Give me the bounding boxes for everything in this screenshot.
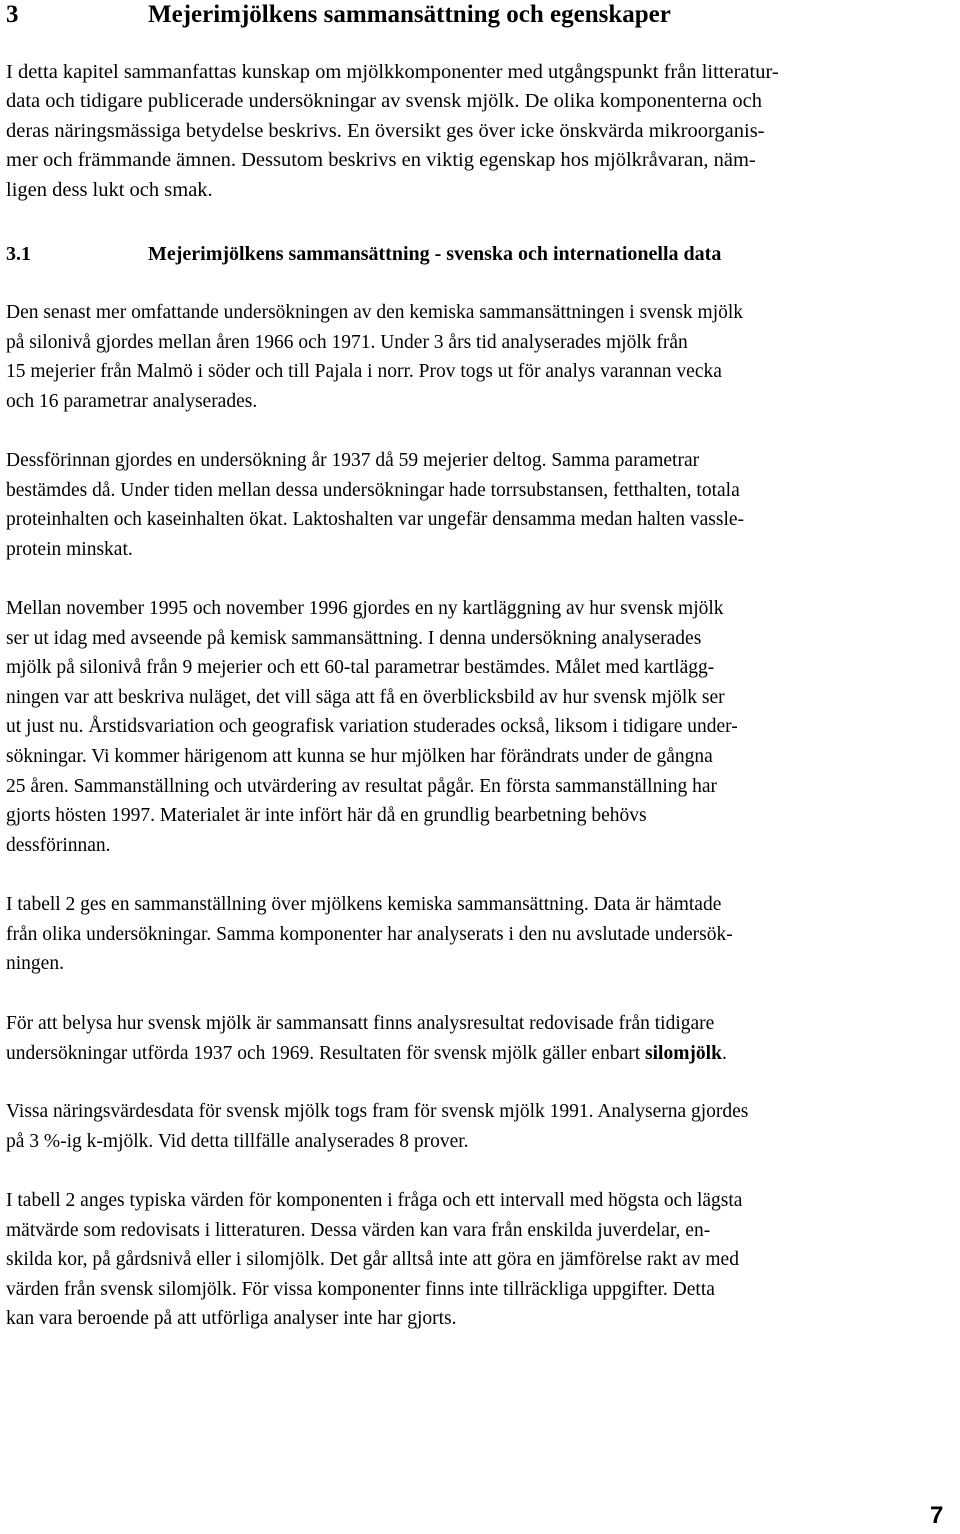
text-line: deras näringsmässiga betydelse beskrivs. En översikt ges över icke önskvärda mikroorganis- [6, 119, 765, 142]
paragraph-table-2-summary [6, 890, 960, 979]
paragraph-earlier-results [6, 1009, 960, 1068]
paragraph-1995-1996-survey [6, 594, 960, 860]
text-line: För att belysa hur svensk mjölk är sammansatt finns analysresultat redovisade från tidigare [6, 1013, 715, 1034]
text-line: Mellan november 1995 och november 1996 gjordes en ny kartläggning av hur svensk mjölk [6, 598, 724, 619]
text-line: dessförinnan. [6, 834, 111, 856]
text-line: proteinhalten och kaseinhalten ökat. Laktoshalten var ungefär densamma medan halten vassle- [6, 509, 745, 531]
text-line: ningen var att beskriva nuläget, det vill säga att få en överblicksbild av hur svensk mjölk ser [6, 686, 725, 708]
text-line: sökningar. Vi kommer härigenom att kunna se hur mjölken har förändrats under de gångna [6, 745, 713, 767]
text-line: bestämdes då. Under tiden mellan dessa undersökningar hade torrsubstansen, fetthalten, totala [6, 479, 740, 501]
chapter-number: 3 [6, 1, 19, 28]
text-line: data och tidigare publicerade undersökningar av svensk mjölk. De olika komponenterna och [6, 90, 762, 113]
text-segment: . [721, 1042, 727, 1064]
text-line: ningen. [6, 953, 64, 975]
text-line: skilda kor, på gårdsnivå eller i silomjölk. Det går alltså inte att göra en jämförelse rakt av med [6, 1249, 739, 1271]
section-number: 3.1 [6, 243, 31, 265]
text-line: ligen dess lukt och smak. [6, 178, 213, 201]
emphasized-term: silomjölk [645, 1042, 722, 1064]
text-line: och 16 parametrar analyserades. [6, 390, 258, 412]
text-line: mjölk på silonivå från 9 mejerier och ett 60-tal parametrar bestämdes. Målet med kartlägg- [6, 657, 715, 679]
text-line: mätvärde som redovisats i litteraturen. Dessa värden kan vara från enskilda juverdelar, en- [6, 1219, 711, 1241]
text-line: värden från svensk silomjölk. För vissa komponenter finns inte tillräckliga uppgifter. Detta [6, 1278, 715, 1300]
text-line: från olika undersökningar. Samma komponenter har analyserats i den nu avslutade undersök- [6, 923, 733, 945]
text-line: 15 mejerier från Malmö i söder och till Pajala i norr. Prov togs ut för analys varannan vecka [6, 361, 722, 383]
intro-paragraph [6, 58, 946, 205]
paragraph-1991-data [6, 1097, 960, 1156]
chapter-heading [6, 0, 671, 30]
paragraph-1937-survey [6, 446, 960, 564]
text-line: Den senast mer omfattande undersökningen av den kemiska sammansättningen i svensk mjölk [6, 302, 744, 323]
text-line: protein minskat. [6, 538, 133, 560]
page-number: 7 [930, 1502, 944, 1529]
text-line: på silonivå gjordes mellan åren 1966 och 1971. Under 3 års tid analyserades mjölk från [6, 331, 688, 353]
paragraph-1966-1971-survey [6, 298, 960, 416]
text-line: I tabell 2 anges typiska värden för komponenten i fråga och ett intervall med högsta och lägsta [6, 1190, 743, 1211]
paragraph-typical-values [6, 1186, 960, 1334]
text-line: på 3 %-ig k-mjölk. Vid detta tillfälle analyserades 8 prover. [6, 1130, 469, 1152]
text-line: 25 åren. Sammanställning och utvärdering av resultat pågår. En första sammanställning har [6, 775, 718, 797]
text-line: I tabell 2 ges en sammanställning över mjölkens kemiska sammansättning. Data är hämtade [6, 894, 722, 915]
text-line: kan vara beroende på att utförliga analyser inte har gjorts. [6, 1308, 457, 1330]
text-line [6, 1039, 960, 1069]
text-line: ut just nu. Årstidsvariation och geografisk variation studerades också, liksom i tidigare under- [6, 716, 738, 738]
text-line: Dessförinnan gjordes en undersökning år 1937 då 59 mejerier deltog. Samma parametrar [6, 450, 700, 471]
chapter-title: Mejerimjölkens sammansättning och egenskaper [148, 1, 671, 28]
text-line: I detta kapitel sammanfattas kunskap om mjölkkomponenter med utgångspunkt från litteratur- [6, 61, 779, 83]
text-line: ser ut idag med avseende på kemisk sammansättning. I denna undersökning analyserades [6, 627, 702, 649]
text-line: mer och främmande ämnen. Dessutom beskrivs en viktig egenskap hos mjölkråvaran, näm- [6, 149, 756, 172]
text-line: Vissa näringsvärdesdata för svensk mjölk togs fram för svensk mjölk 1991. Analyserna gjordes [6, 1101, 749, 1122]
text-segment: undersökningar utförda 1937 och 1969. Resultaten för svensk mjölk gäller enbart [6, 1042, 646, 1064]
text-line: gjorts hösten 1997. Materialet är inte infört här då en grundlig bearbetning behövs [6, 805, 647, 827]
section-title: Mejerimjölkens sammansättning - svenska och internationella data [148, 243, 722, 265]
section-heading [6, 239, 721, 269]
